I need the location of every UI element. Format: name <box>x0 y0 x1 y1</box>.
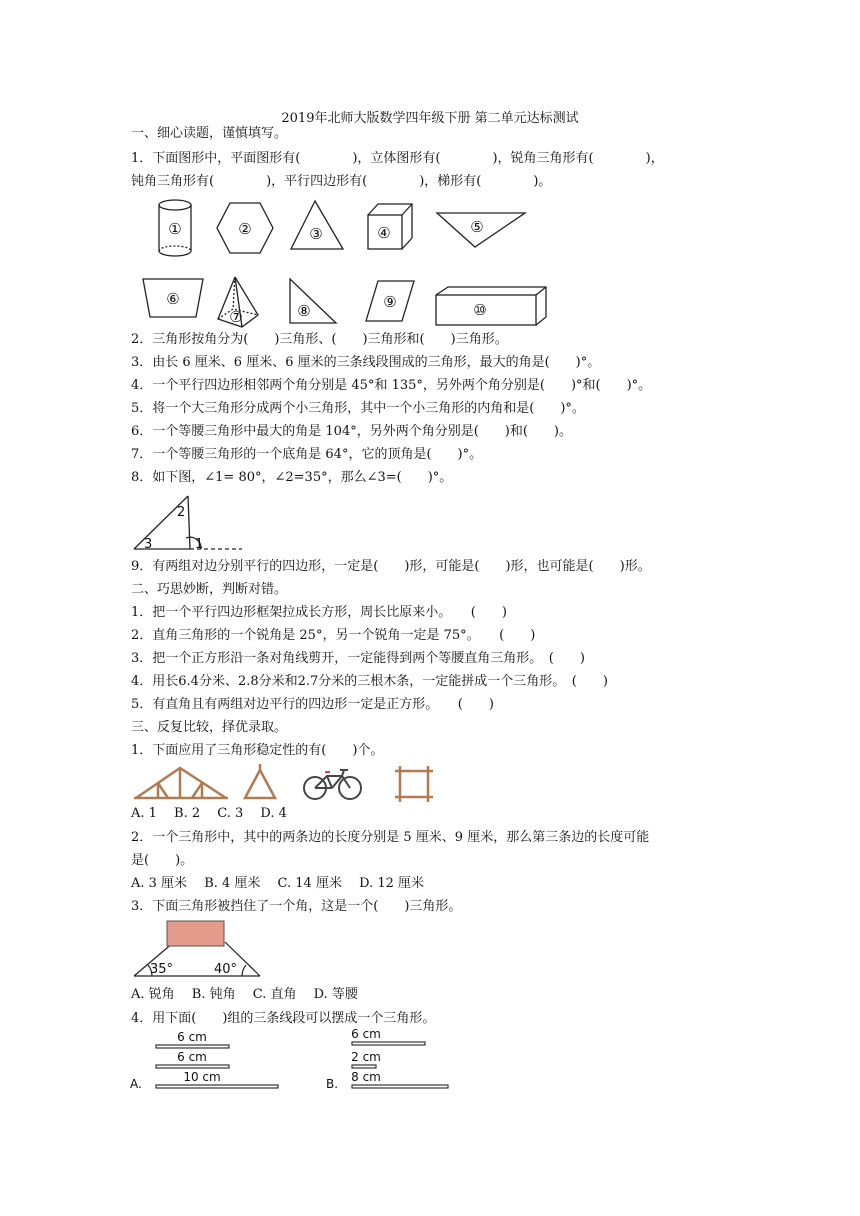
section1-heading: 一、细心读题，谨慎填写。 <box>131 126 288 141</box>
choice-question-2-line1: 2．一个三角形中，其中的两条边的长度分别是 5 厘米、9 厘米，那么第三条边的长度可能 <box>131 830 650 845</box>
question-9: 9．有两组对边分别平行的四边形，一定是( )形，可能是( )形，也可能是( )形。 <box>131 559 651 574</box>
angle-40-label: 40° <box>214 962 238 977</box>
option-b-label: B. <box>326 1077 339 1091</box>
shape-label-2: ② <box>238 220 252 238</box>
angle-label-3: 3 <box>144 537 153 552</box>
segment-b2-label: 2 cm <box>351 1050 381 1064</box>
shape-label-4: ④ <box>377 224 391 242</box>
section3-heading: 三、反复比较，择优录取。 <box>131 720 288 735</box>
shape-label-10: ⑩ <box>473 301 487 319</box>
shapes-figure <box>130 195 550 335</box>
section2-heading: 二、巧思妙断，判断对错。 <box>131 582 288 597</box>
square-frame-icon <box>395 766 433 802</box>
angle-figure <box>130 490 250 554</box>
cuboid-shape <box>436 287 546 325</box>
question-8: 8．如下图，∠1= 80°，∠2=35°，那么∠3=( )°。 <box>131 470 453 485</box>
question-1-line2: 钝角三角形有( )，平行四边形有( )，梯形有( )。 <box>131 174 552 189</box>
segment-b1-label: 6 cm <box>351 1027 381 1041</box>
question-3: 3．由长 6 厘米、6 厘米、6 厘米的三条线段围成的三角形，最大的角是( )°。 <box>131 355 601 370</box>
segment-a3-label: 10 cm <box>183 1070 221 1084</box>
judge-item-2: 2．直角三角形的一个锐角是 25°，另一个锐角一定是 75°。 ( ) <box>131 628 536 643</box>
choice-question-3: 3．下面三角形被挡住了一个角，这是一个( )三角形。 <box>131 899 462 914</box>
question-5: 5．将一个大三角形分成两个小三角形，其中一个小三角形的内角和是( )°。 <box>131 401 585 416</box>
bicycle-icon <box>304 770 361 799</box>
segment-b3-label: 8 cm <box>351 1070 381 1084</box>
shape-label-1: ① <box>168 220 182 238</box>
question-4: 4．一个平行四边形相邻两个角分别是 45°和 135°，另外两个角分别是( )°和( )°。 <box>131 378 652 393</box>
shape-label-9: ⑨ <box>383 293 397 311</box>
blocker-rectangle <box>167 921 224 946</box>
shape-label-8: ⑧ <box>297 302 311 320</box>
choice-question-2-line2: 是( )。 <box>131 853 194 868</box>
triangle-hanger-icon <box>245 764 275 798</box>
question-7: 7．一个等腰三角形的一个底角是 64°，它的顶角是( )°。 <box>131 447 483 462</box>
angle-label-1: 1 <box>195 537 204 552</box>
choice-question-1-options: A. 1 B. 2 C. 3 D. 4 <box>131 806 287 821</box>
shape-label-6: ⑥ <box>166 290 180 308</box>
judge-item-3: 3．把一个正方形沿一条对角线剪开，一定能得到两个等腰直角三角形。 ( ) <box>131 651 585 666</box>
segment-a2-label: 6 cm <box>177 1050 207 1064</box>
shape-label-3: ③ <box>309 225 323 243</box>
shape-label-7: ⑦ <box>229 308 243 326</box>
angle-35-label: 35° <box>150 962 174 977</box>
choice-question-2-options: A. 3 厘米 B. 4 厘米 C. 14 厘米 D. 12 厘米 <box>131 876 424 891</box>
choice-question-4: 4．用下面( )组的三条线段可以摆成一个三角形。 <box>131 1011 436 1026</box>
stability-figure <box>130 762 450 804</box>
shape-label-5: ⑤ <box>470 218 484 236</box>
segments-figure <box>130 1026 460 1094</box>
choice-question-1: 1．下面应用了三角形稳定性的有( )个。 <box>131 743 384 758</box>
question-2: 2．三角形按角分为( )三角形、( )三角形和( )三角形。 <box>131 332 508 347</box>
judge-item-1: 1．把一个平行四边形框架拉成长方形，周长比原来小。 ( ) <box>131 605 507 620</box>
blocked-triangle-figure <box>130 918 266 978</box>
roof-truss-icon <box>134 768 228 798</box>
choice-question-3-options: A. 锐角 B. 钝角 C. 直角 D. 等腰 <box>131 987 358 1002</box>
segment-a1-label: 6 cm <box>177 1030 207 1044</box>
question-6: 6．一个等腰三角形中最大的角是 104°，另外两个角分别是( )和( )。 <box>131 424 573 439</box>
judge-item-4: 4．用长6.4分米、2.8分米和2.7分米的三根木条，一定能拼成一个三角形。 ( ) <box>131 674 608 689</box>
judge-item-5: 5．有直角且有两组对边平行的四边形一定是正方形。 ( ) <box>131 697 494 712</box>
question-1-line1: 1．下面图形中，平面图形有( )，立体图形有( )，锐角三角形有( )， <box>131 151 664 166</box>
angle-label-2: 2 <box>177 505 186 520</box>
page-title: 2019年北师大版数学四年级下册 第二单元达标测试 <box>281 111 579 126</box>
option-a-label: A. <box>130 1077 142 1091</box>
